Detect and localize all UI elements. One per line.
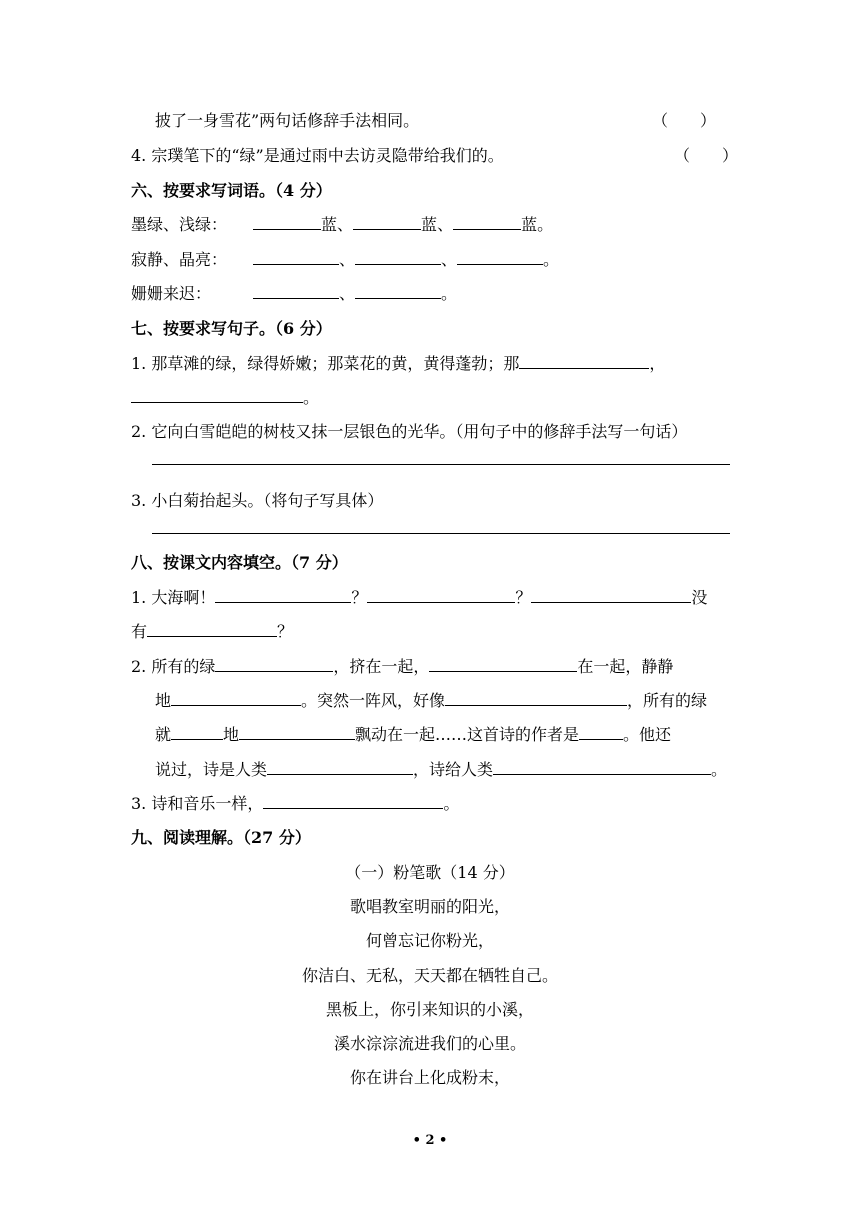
s8-q3-period: 。: [443, 794, 460, 813]
s7-q1: [131, 353, 665, 375]
s8-q2-text-g: 就: [155, 725, 172, 744]
s8-q2-blank-8[interactable]: [267, 759, 413, 775]
s6-end: 。: [537, 215, 554, 234]
s8-q2-text-i: 飘动在一起……这首诗的作者是: [355, 725, 580, 744]
s8-q2-line2: [155, 690, 707, 712]
s8-q2-text-a: 2. 所有的绿: [131, 657, 216, 676]
poem-line-1: 歌唱教室明丽的阳光，: [349, 897, 510, 916]
s7-q2: 2. 它向白雪皑皑的树枝又抹一层银色的光华。（用句子中的修辞手法写一句话）: [131, 422, 688, 441]
s6-sep: 、: [437, 215, 454, 234]
poem-line-4: 黑板上，你引来知识的小溪，: [325, 1000, 534, 1019]
s8-q1-blank-1[interactable]: [215, 587, 351, 603]
s6-row3: [131, 283, 457, 305]
s8-q2-blank-4[interactable]: [445, 690, 627, 706]
s8-q2-text-c: 在一起，静静: [577, 657, 674, 676]
s6-row1-label: 墨绿、浅绿：: [131, 215, 228, 234]
s6-row2-label: 寂静、晶亮：: [131, 250, 228, 269]
s8-q1-blank-3[interactable]: [531, 587, 691, 603]
s7-q1-blank-1[interactable]: [519, 353, 649, 369]
s7-q1-end: 。: [303, 388, 320, 407]
s6-sep: 、: [441, 250, 458, 269]
s6-row3-label: 姗姗来迟：: [131, 284, 212, 303]
s8-q2-text-j: 。他还: [623, 725, 672, 744]
s6-blank-8[interactable]: [355, 283, 441, 299]
s6-word-2: 蓝: [421, 215, 438, 234]
s8-q2-text-h: 地: [223, 725, 240, 744]
item4-text: 4. 宗璞笔下的“绿”是通过雨中去访灵隐带给我们的。: [131, 146, 504, 165]
s6-word-1: 蓝: [321, 215, 338, 234]
s8-q3-blank[interactable]: [263, 793, 443, 809]
s8-q2-blank-5[interactable]: [171, 724, 223, 740]
poem-line-3: 你洁白、无私，天天都在牺牲自己。: [301, 966, 558, 985]
poem-line-2: 何曾忘记你粉光，: [365, 931, 494, 950]
s8-q2-blank-9[interactable]: [493, 759, 711, 775]
s6-row1: [131, 214, 553, 236]
s6-blank-5[interactable]: [355, 249, 441, 265]
s8-q2-line1: [131, 656, 673, 678]
s6-sep: 、: [339, 284, 356, 303]
s8-qmark: ？: [515, 588, 532, 607]
s8-q1-you: 有: [131, 622, 148, 641]
s8-q2-blank-6[interactable]: [239, 724, 355, 740]
s7-q1-cont: [131, 387, 319, 409]
s8-q2-text-k: 说过，诗是人类: [155, 760, 268, 779]
answer-paren-3[interactable]: （ ）: [652, 111, 717, 130]
s8-q2-blank-7[interactable]: [579, 724, 623, 740]
s8-q2-blank-1[interactable]: [215, 656, 333, 672]
s8-q1-blank-2[interactable]: [367, 587, 515, 603]
answer-paren-4[interactable]: （ ）: [674, 146, 739, 165]
poem-line-5: 溪水淙淙流进我们的心里。: [333, 1034, 526, 1053]
s8-qmark: ？: [277, 622, 294, 641]
s6-blank-2[interactable]: [353, 214, 421, 230]
s6-blank-1[interactable]: [253, 214, 321, 230]
s6-end: 。: [543, 250, 560, 269]
page-number: • 2 •: [412, 1133, 448, 1148]
s8-q1-cont: [131, 621, 293, 643]
section7-title: 七、按要求写句子。（6 分）: [131, 319, 332, 338]
s8-q2-blank-2[interactable]: [429, 656, 577, 672]
section9-title: 九、阅读理解。（27 分）: [131, 828, 311, 847]
s8-q2-line4: [155, 759, 727, 781]
s7-q1-comma: ，: [649, 354, 666, 373]
s8-q2-text-l: ，诗给人类: [413, 760, 494, 779]
s6-sep: 、: [339, 250, 356, 269]
poem-title: （一）粉笔歌（14 分）: [345, 863, 515, 882]
s7-q3-answer-line[interactable]: [152, 533, 730, 534]
item3-continuation: 披了一身雪花”两句话修辞手法相同。: [155, 111, 420, 130]
s8-q1-mei: 没: [691, 588, 708, 607]
s8-q1-text: 1. 大海啊！: [131, 588, 216, 607]
s7-q1-text: 1. 那草滩的绿，绿得娇嫩；那菜花的黄，黄得蓬勃；那: [131, 354, 520, 373]
s8-q3-text: 3. 诗和音乐一样，: [131, 794, 264, 813]
s8-q2-blank-3[interactable]: [171, 690, 301, 706]
s6-sep: 、: [337, 215, 354, 234]
s6-blank-4[interactable]: [253, 249, 339, 265]
s8-q1: [131, 587, 707, 609]
s8-q2-text-d: 地: [155, 691, 172, 710]
s6-blank-6[interactable]: [457, 249, 543, 265]
s6-blank-3[interactable]: [453, 214, 521, 230]
poem-line-6: 你在讲台上化成粉末，: [349, 1068, 510, 1087]
section8-title: 八、按课文内容填空。（7 分）: [131, 553, 348, 572]
s8-qmark: ？: [351, 588, 368, 607]
s7-q2-answer-line[interactable]: [152, 464, 730, 465]
s8-q2-text-b: ，挤在一起，: [333, 657, 430, 676]
s8-q2-text-f: ，所有的绿: [627, 691, 708, 710]
s8-q2-line3: [155, 724, 671, 746]
section6-title: 六、按要求写词语。（4 分）: [131, 181, 332, 200]
s7-q3: 3. 小白菊抬起头。（将句子写具体）: [131, 491, 384, 510]
s7-q1-blank-2[interactable]: [131, 387, 303, 403]
s6-end: 。: [441, 284, 458, 303]
s6-blank-7[interactable]: [253, 283, 339, 299]
s8-q2-period: 。: [711, 760, 728, 779]
s6-row2: [131, 249, 559, 271]
s8-q3: [131, 793, 459, 815]
s8-q1-blank-4[interactable]: [147, 621, 277, 637]
s8-q2-text-e: 。突然一阵风，好像: [301, 691, 446, 710]
s6-word-3: 蓝: [521, 215, 538, 234]
